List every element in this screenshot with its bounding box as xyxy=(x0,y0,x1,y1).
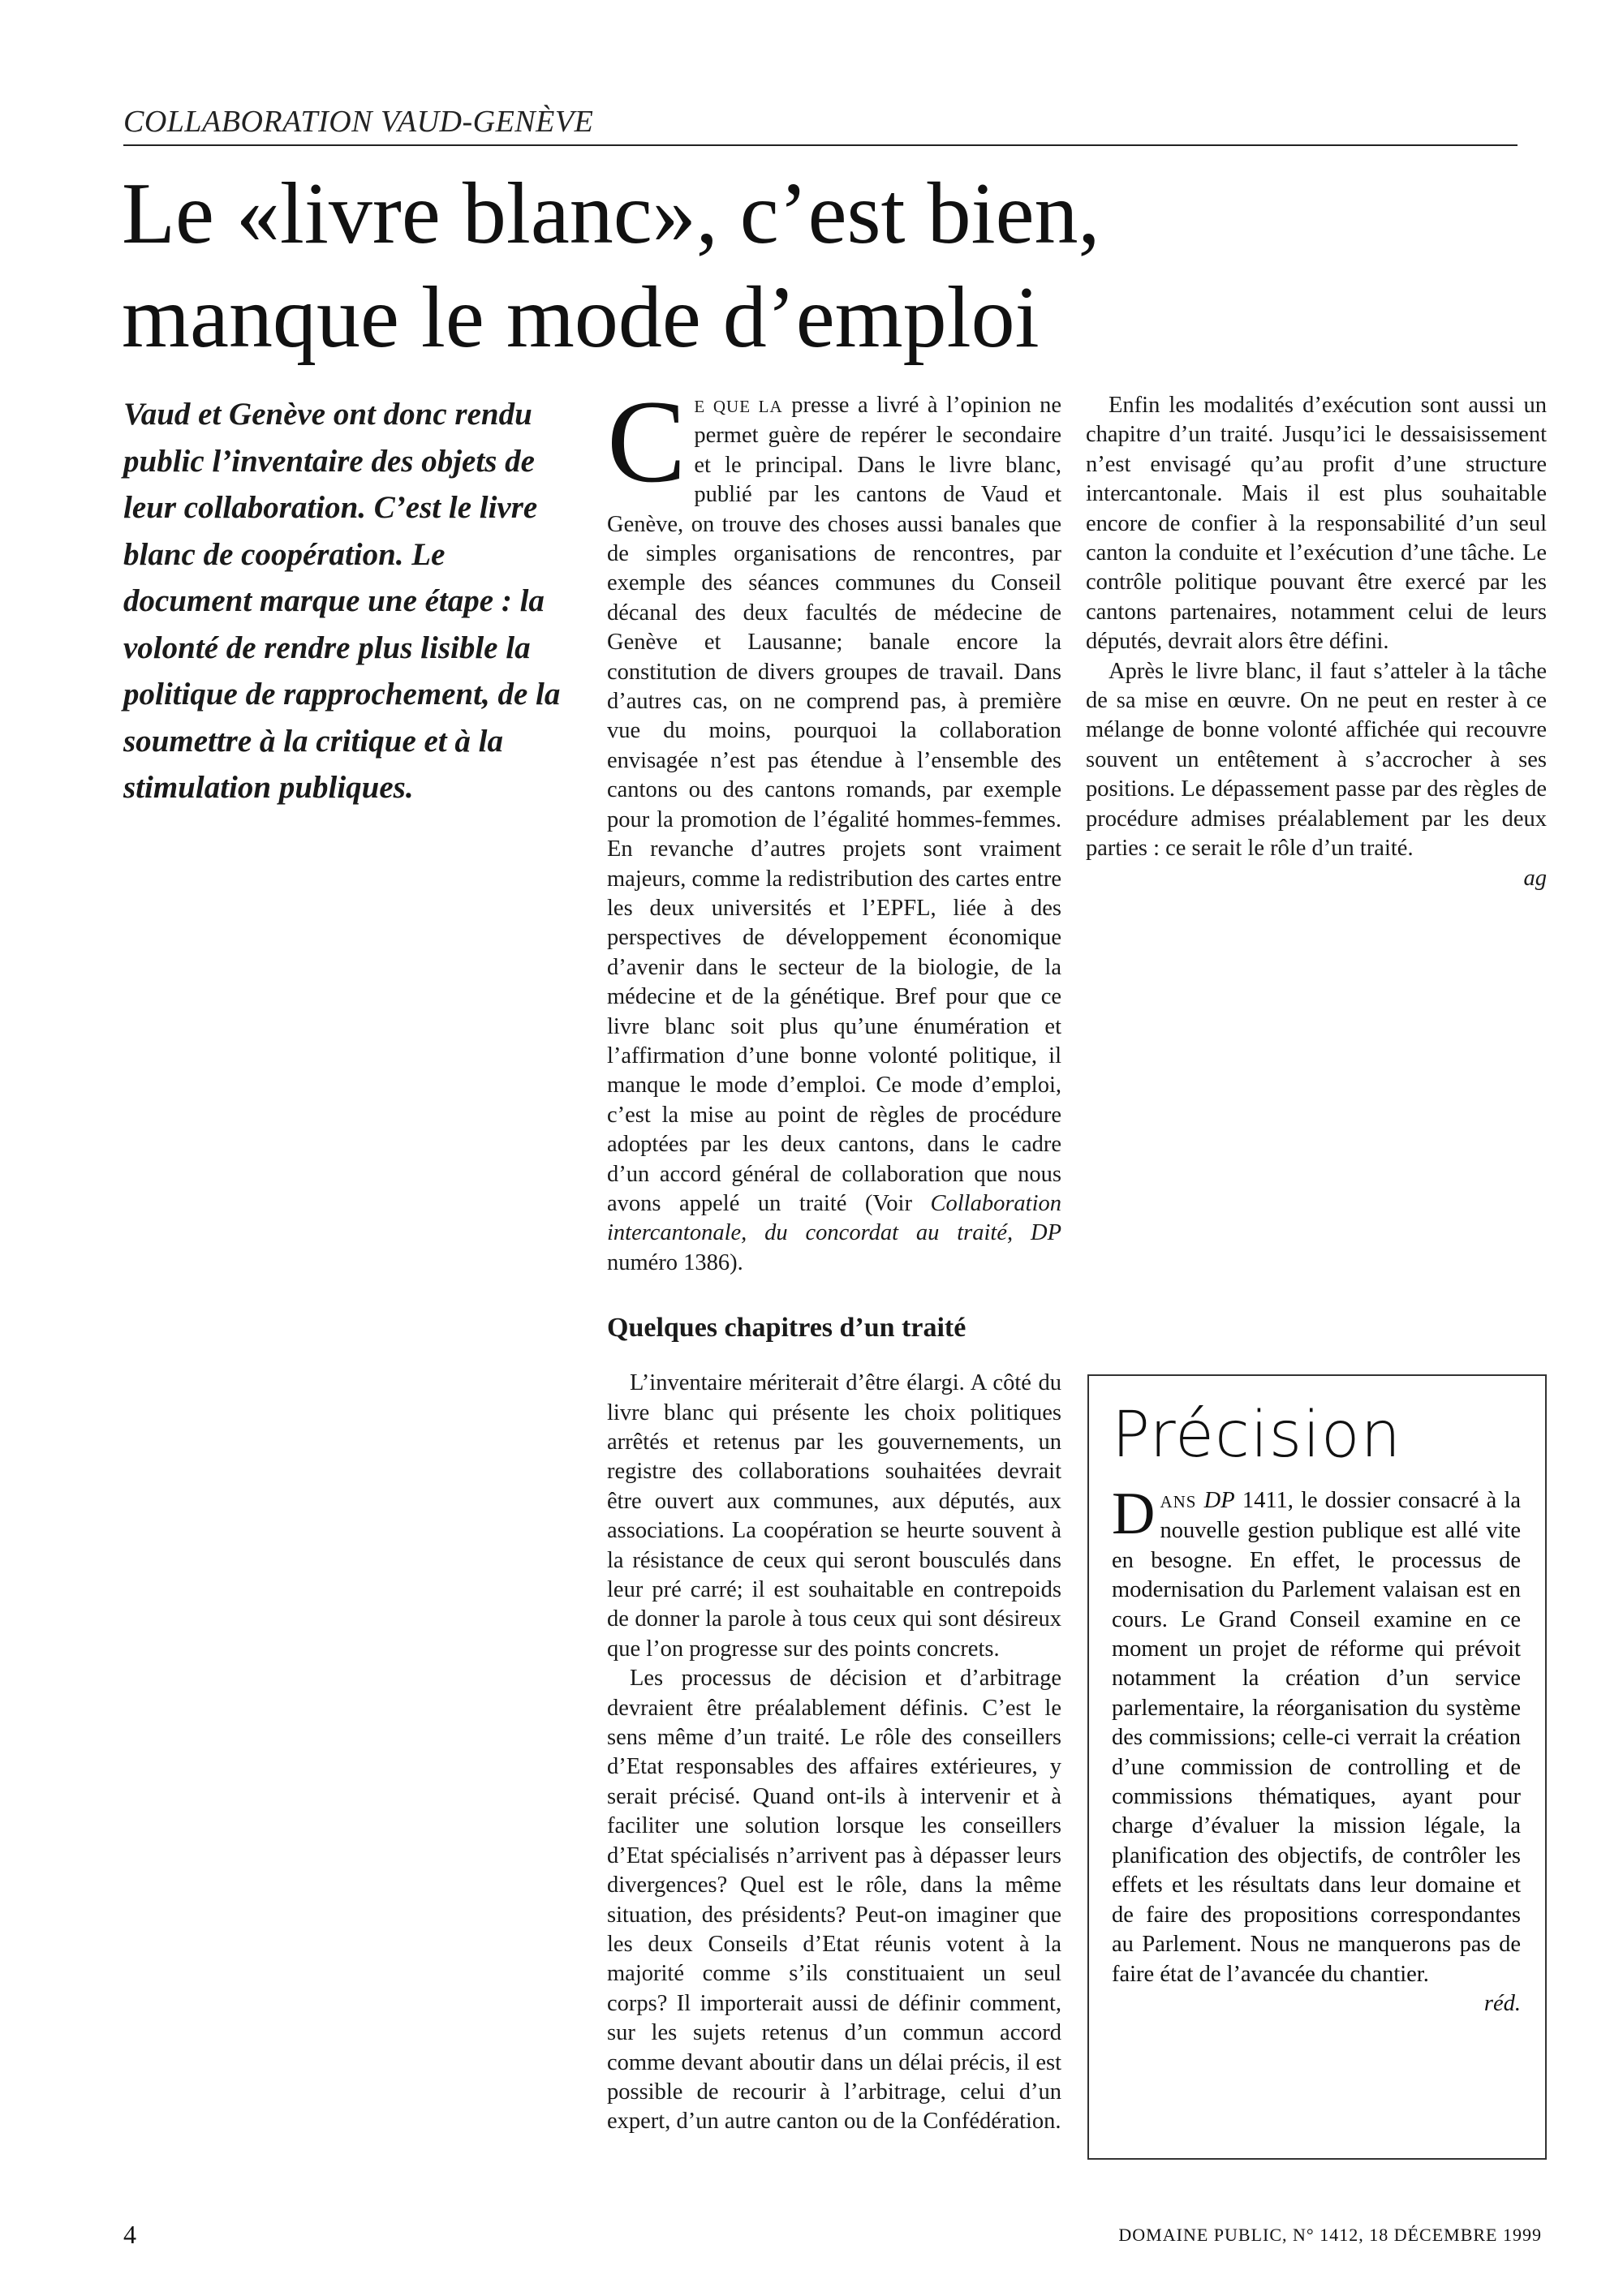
paragraph-text: presse a livré à l’opinion ne permet guère de repérer le secondaire et le principal. Dans le livre blanc, publié par les cantons de Vaud et Genève, on trouve des choses aussi banales que de simples organisations de rencontres, par exemple des séances communes du Conseil décanal des deux facultés de médecine de Genève et Lausanne; banale encore la constitution de divers groupes de travail. Dans d’autres cas, on ne comprend pas, à première vue du moins, pourquoi la collaboration envisagée n’est pas étendue à l’ensemble des cantons ou des cantons romands, par exemple pour la promotion de l’égalité hommes-femmes. En revanche d’autres projets sont vraiment majeurs, comme la redistribution des cartes entre les deux universités et l’EPFL, liée à des perspectives de développement économique d’avenir dans le secteur de la biologie, de la médecine et de la génétique. Bref pour que ce livre blanc soit plus qu’une énumération et l’affirmation d’une bonne volonté politique, il manque le mode d’emploi. Ce mode d’emploi, c’est la mise au point de règles de procédure adoptées par les deux cantons, dans le cadre d’un accord général de collaboration que nous avons appelé un traité (Voir xyxy=(607,393,1061,1216)
headline-line-2: manque le mode d’emploi xyxy=(122,269,1040,366)
precision-box xyxy=(1087,1374,1547,2160)
box-opening-italic: DP xyxy=(1196,1488,1235,1513)
article-subheading: Quelques chapitres d’un traité xyxy=(607,1313,966,1344)
page-number: 4 xyxy=(123,2220,136,2249)
article-paragraph-3: Les processus de décision et d’arbitrage devraient être préalablement définis. C’est le sens même d’un traité. Le rôle des conseillers d’Etat responsables des affaires extérieures, y serait précisé. Quand ont-ils à intervenir et à faciliter une solution lorsque les conseillers d’Etat spécialisés n’arrivent pas à dépasser leurs divergences? Quel est le rôle, dans la même situation, des présidents? Peut-on imaginer que les deux Conseils d’Etat réunis votent à la majorité comme s’ils constituaient un seul corps? Il importerait aussi de définir comment, sur les sujets retenus d’un commun accord comme devant aboutir dans un délai précis, il est possible de recourir à l’arbitrage, celui d’un expert, d’un autre canton ou de la Confédération. xyxy=(607,1666,1061,2135)
cited-article-title: Collaboration intercantonale, du concordat au traité, DP xyxy=(607,1190,1061,1246)
opening-smallcaps: E QUE LA xyxy=(694,397,783,416)
box-drop-cap: D xyxy=(1112,1481,1156,1547)
box-signature: réd. xyxy=(1483,1990,1521,2016)
article-signature: ag xyxy=(1523,865,1547,891)
article-column-1 xyxy=(607,376,1061,2137)
box-text: 1411, le dossier consacré à la nouvelle gestion publique est allé vite en besogne. En effet, le processus de modernisation du Parlement valaisan est en cours. Le Grand Conseil examine en ce moment un projet de réforme qui prévoit notamment la création d’un service parlementaire, la réorganisation du système des commissions; celle-ci verrait la création d’une commission de controlling et de commissions thématiques, ayant pour charge d’évaluer la mission légale, la planification des objectifs, de contrôler les effets et les résultats dans leur domaine et de faire des propositions correspondantes au Parlement. Nous ne manquerons pas de faire état de l’avancée du chantier. xyxy=(1112,1488,1521,1987)
article-column-2 xyxy=(1086,391,1547,893)
box-title: Précision xyxy=(1112,1399,1402,1472)
article-paragraph-2: L’inventaire mériterait d’être élargi. A côté du livre blanc qui présente les choix politiques arrêtés et retenus par les gouvernements, un registre des collaborations souhaitées devrait être ouvert aux communes, aux députés, aux associations. La coopération se heurte souvent à la résistance de ceux qui seront bousculés dans leur pré carré; il est souhaitable en contrepoids de donner la parole à tous ceux qui sont désireux que l’on progresse sur des points concrets. xyxy=(607,1370,1061,1662)
drop-cap: C xyxy=(607,376,687,507)
headline-line-1: Le «livre blanc», c’est bien, xyxy=(122,166,1100,262)
paragraph-text-end: numéro 1386). xyxy=(607,1249,743,1275)
article-paragraph-5: Après le livre blanc, il faut s’atteler à la tâche de sa mise en œuvre. On ne peut en rester à ce mélange de bonne volonté affichée qui recouvre souvent un entêtement à s’accrocher à ses positions. Le dépassement passe par des règles de procédure admises préalablement par les deux parties : ce serait le rôle d’un traité. xyxy=(1086,658,1547,862)
article-paragraph-1 xyxy=(607,376,1061,1278)
box-opening-smallcaps: ANS xyxy=(1160,1492,1197,1511)
article-lead: Vaud et Genève ont donc rendu public l’inventaire des objets de leur collaboration. C’est le livre blanc de coopération. Le document marque une étape : la volonté de rendre plus lisible la politique de rapprochement, de la soumettre à la critique et à la stimulation publiques. xyxy=(123,397,561,805)
box-body xyxy=(1112,1481,1521,2019)
section-rubric: COLLABORATION VAUD-GENÈVE xyxy=(123,104,1518,146)
publication-footer: DOMAINE PUBLIC, N° 1412, 18 DÉCEMBRE 1999 xyxy=(1118,2225,1542,2245)
box-paragraph xyxy=(1112,1481,1521,1989)
article-paragraph-4: Enfin les modalités d’exécution sont aussi un chapitre d’un traité. Jusqu’ici le dessaisissement n’est envisagé qu’au profit d’une structure intercantonale. Mais il est plus souhaitable encore de confier à la responsabilité d’un seul canton la conduite et l’exécution d’une tâche. Le contrôle politique pouvant être exercé par les cantons partenaires, notamment celui de leurs députés, devrait alors être défini. xyxy=(1086,393,1547,655)
article-headline xyxy=(122,162,1518,370)
